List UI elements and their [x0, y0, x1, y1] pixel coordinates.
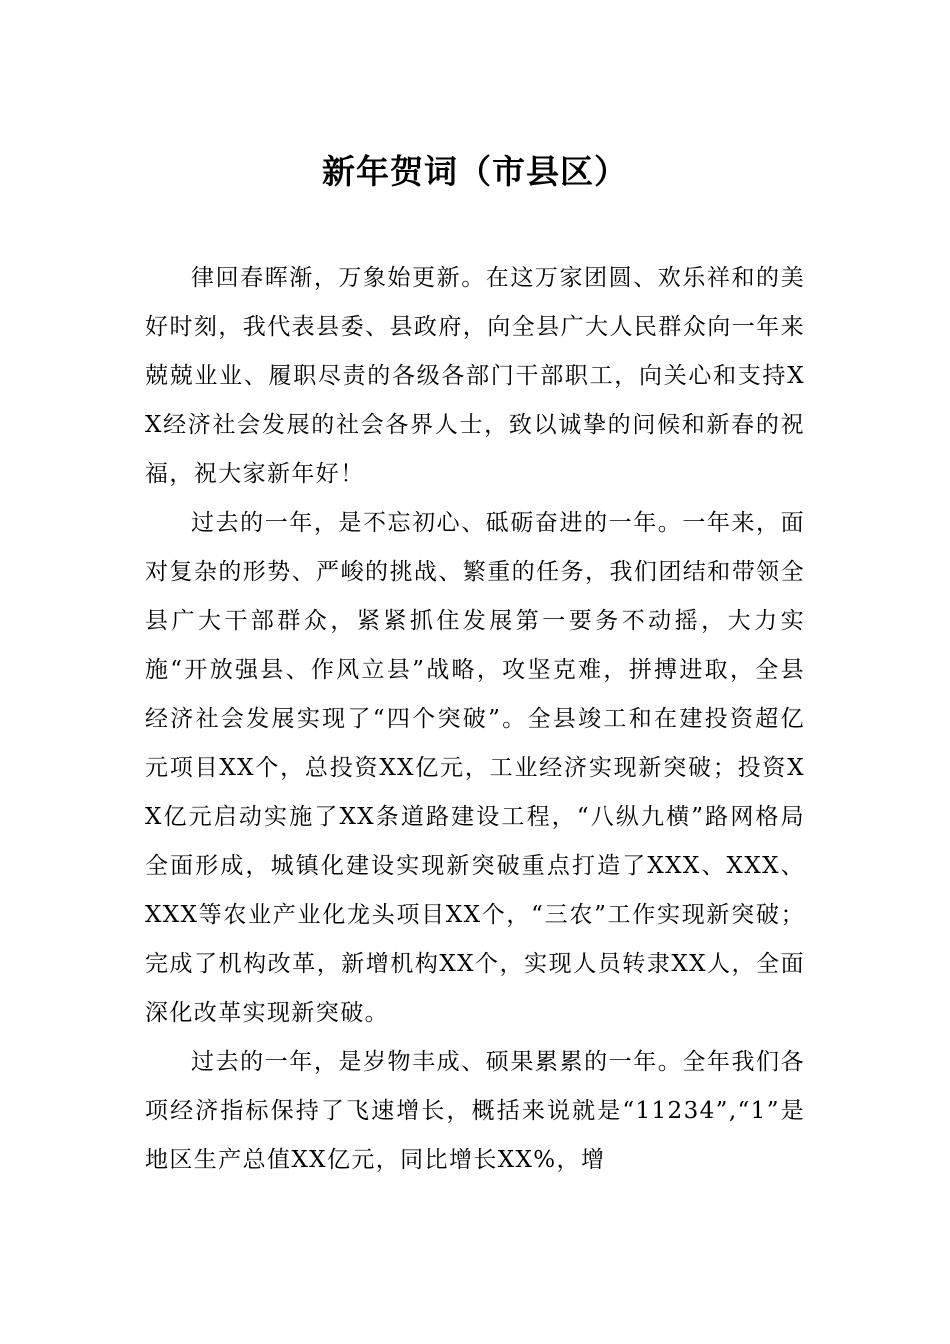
document-body [145, 254, 805, 1185]
paragraph-past-year-harvest: 过去的一年，是岁物丰成、硕果累累的一年。全年我们各项经济指标保持了飞速增长，概括来说就是“11234”,“1”是地区生产总值XX亿元，同比增长XX%，增 [145, 1049, 805, 1173]
paragraph-past-year-progress: 过去的一年，是不忘初心、砥砺奋进的一年。一年来，面对复杂的形势、严峻的挑战、繁重的任务，我们团结和带领全县广大干部群众，紧紧抓住发展第一要务不动摇，大力实施“开放强县、作风立县”战略，攻坚克难，拼搏进取，全县经济社会发展实现了“四个突破”。全县竣工和在建投资超亿元项目XX个，总投资XX亿元，工业经济实现新突破；投资XX亿元启动实施了XX条道路建设工程，“八纵九横”路网格局全面形成，城镇化建设实现新突破重点打造了XXX、XXX、XXX等农业产业化龙头项目XX个，“三农”工作实现新突破；完成了机构改革，新增机构XX个，实现人员转隶XX人，全面深化改革实现新突破。 [145, 510, 805, 1026]
document-title: 新年贺词（市县区） [322, 152, 628, 191]
paragraph-greeting: 律回春晖渐，万象始更新。在这万家团圆、欢乐祥和的美好时刻，我代表县委、县政府，向全县广大人民群众向一年来兢兢业业、履职尽责的各级各部门干部职工，向关心和支持XX经济社会发展的社会各界人士，致以诚挚的问候和新春的祝福，祝大家新年好！ [145, 265, 805, 487]
